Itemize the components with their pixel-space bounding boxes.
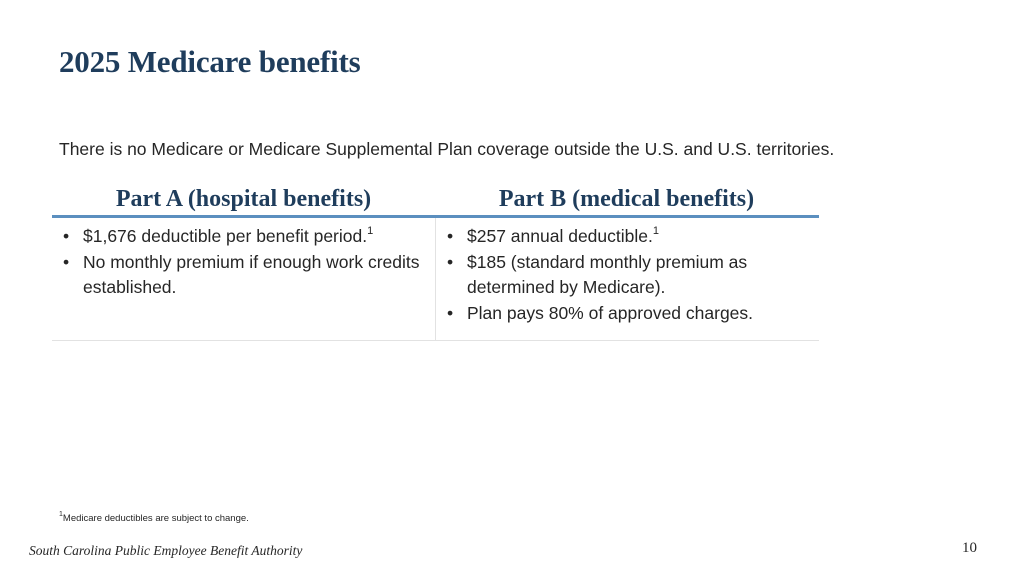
- part-b-heading: Part B (medical benefits): [498, 186, 755, 212]
- page-number: 10: [962, 540, 977, 556]
- benefits-table: [52, 185, 819, 341]
- list-item: • $1,676 deductible per benefit period.$^1$: [58, 224, 427, 250]
- list-item: • No monthly premium if enough work credits established.: [58, 250, 427, 301]
- list-item: • $257 annual deductible.$^1$: [442, 224, 810, 250]
- page-title: 2025 Medicare benefits: [59, 44, 361, 79]
- part-b-cell: [435, 218, 818, 340]
- footnote: $^1$Medicare deductibles are subject to change.: [59, 510, 249, 524]
- part-a-list: [58, 224, 427, 301]
- part-a-cell: [52, 218, 435, 340]
- list-item: • Plan pays 80% of approved charges.: [442, 301, 810, 327]
- intro-text: There is no Medicare or Medicare Supplemental Plan coverage outside the U.S. and U.S. territories.: [59, 139, 835, 159]
- part-a-heading: Part A (hospital benefits): [115, 186, 372, 212]
- table-header-row: [52, 185, 819, 218]
- table-body-row: [52, 218, 819, 341]
- part-b-list: [442, 224, 810, 326]
- organization-name: South Carolina Public Employee Benefit Authority: [29, 543, 303, 558]
- list-item: • $185 (standard monthly premium as determined by Medicare).: [442, 250, 810, 301]
